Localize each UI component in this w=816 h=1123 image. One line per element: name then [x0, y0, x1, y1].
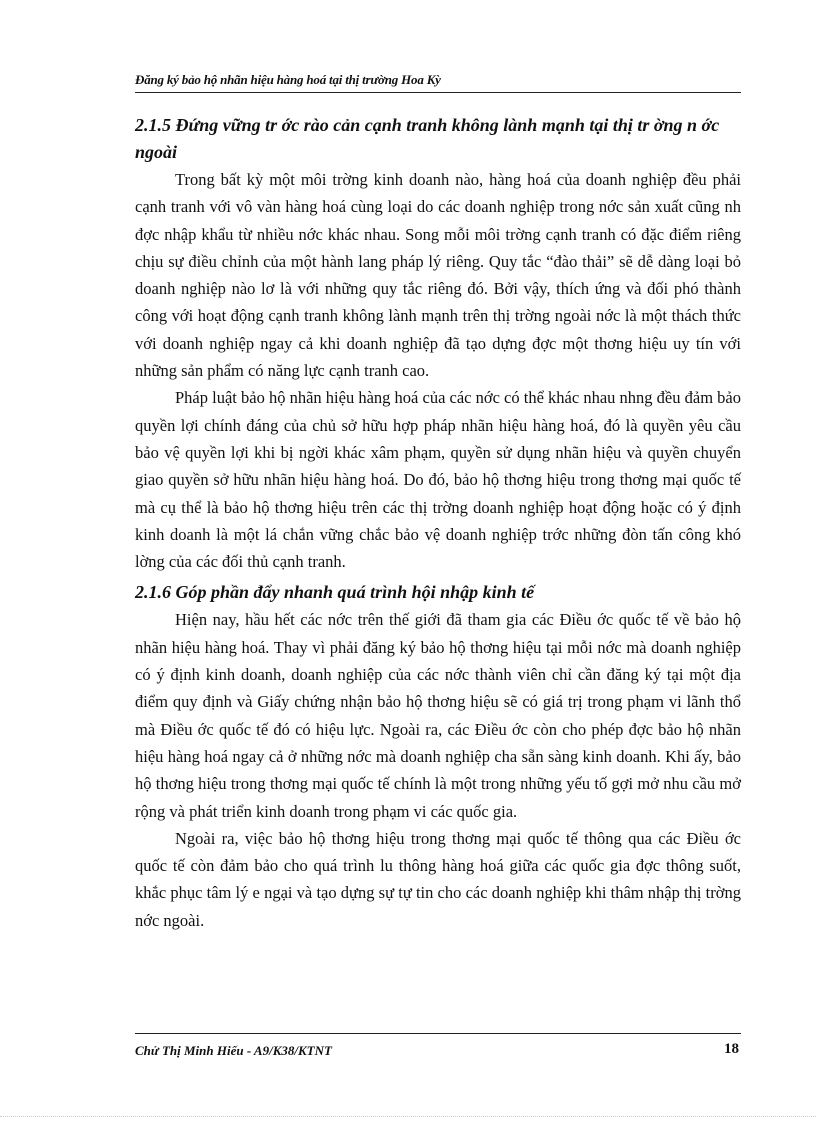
- page-body: [135, 112, 741, 934]
- page-number: 18: [724, 1041, 739, 1057]
- section-heading-2-1-5: 2.1.5 Đứng vững tr ớc rào cản cạnh tranh không lành mạnh tại thị tr ờng n ớc ngoài: [135, 115, 720, 162]
- paragraph: Trong bất kỳ một môi trờng kinh doanh nào, hàng hoá của doanh nghiệp đều phải cạnh tranh với vô vàn hàng hoá cùng loại do các doanh nghiệp trong nớc sản xuất cũng nh đợc nhập khẩu từ nhiều nớc khác nhau. Song mỗi môi trờng cạnh tranh có đặc điểm riêng chịu sự điều chỉnh của một hành lang pháp lý riêng. Quy tắc “đào thải” sẽ dễ dàng loại bỏ doanh nghiệp nào lơ là với những quy tắc riêng đó. Bởi vậy, thích ứng và đối phó thành công với hoạt động cạnh tranh không lành mạnh trên thị trờng ngoài nớc là một thách thức với doanh nghiệp ngay cả khi doanh nghiệp đã tạo dựng đợc một thơng hiệu uy tín với những sản phẩm có năng lực cạnh tranh cao.: [135, 170, 741, 381]
- page-edge-dotted-line: [0, 1116, 816, 1117]
- section-heading-2-1-6: 2.1.6 Góp phần đẩy nhanh quá trình hội nhập kinh tế: [135, 582, 535, 603]
- paragraph: Hiện nay, hầu hết các nớc trên thế giới đã tham gia các Điều ớc quốc tế về bảo hộ nhãn hiệu hàng hoá. Thay vì phải đăng ký bảo hộ thơng hiệu tại mỗi nớc mà doanh nghiệp có ý định kinh doanh, doanh nghiệp của các nớc thành viên chỉ cần đăng ký tại một địa điểm quy định và Giấy chứng nhận bảo hộ thơng hiệu sẽ có giá trị trong phạm vi lãnh thổ mà Điều ớc quốc tế đó có hiệu lực. Ngoài ra, các Điều ớc còn cho phép đợc bảo hộ nhãn hiệu hàng hoá ngay cả ở những nớc mà doanh nghiệp cha sẵn sàng kinh doanh. Khi ấy, bảo hộ thơng hiệu trong thơng mại quốc tế chính là một trong những yếu tố gợi mở nhu cầu mở rộng và phát triển kinh doanh trong phạm vi các quốc gia.: [135, 610, 741, 821]
- paragraph: Pháp luật bảo hộ nhãn hiệu hàng hoá của các nớc có thể khác nhau nhng đều đảm bảo quyền lợi chính đáng của chủ sở hữu hợp pháp nhãn hiệu hàng hoá, đó là quyền yêu cầu bảo vệ quyền lợi khi bị ngời khác xâm phạm, quyền sử dụng nhãn hiệu và quyền chuyển giao quyền sở hữu nhãn hiệu hàng hoá. Do đó, bảo hộ thơng hiệu trong thơng mại quốc tế mà cụ thể là bảo hộ thơng hiệu trên các thị trờng doanh nghiệp hoạt động hoặc có ý định kinh doanh là một lá chắn vững chắc bảo vệ doanh nghiệp trớc những đòn tấn công khó lờng của các đối thủ cạnh tranh.: [135, 388, 741, 572]
- header-divider: [135, 92, 741, 93]
- running-header: Đăng ký bảo hộ nhãn hiệu hàng hoá tại thị trường Hoa Kỳ: [135, 72, 441, 87]
- footer-author: Chử Thị Minh Hiếu - A9/K38/KTNT: [135, 1043, 332, 1058]
- paragraph: Ngoài ra, việc bảo hộ thơng hiệu trong thơng mại quốc tế thông qua các Điều ớc quốc tế còn đảm bảo cho quá trình lu thông hàng hoá giữa các quốc gia đợc thông suốt, khắc phục tâm lý e ngại và tạo dựng sự tự tin cho các doanh nghiệp khi thâm nhập thị trờng nớc ngoài.: [135, 828, 741, 930]
- footer-divider: [135, 1033, 741, 1034]
